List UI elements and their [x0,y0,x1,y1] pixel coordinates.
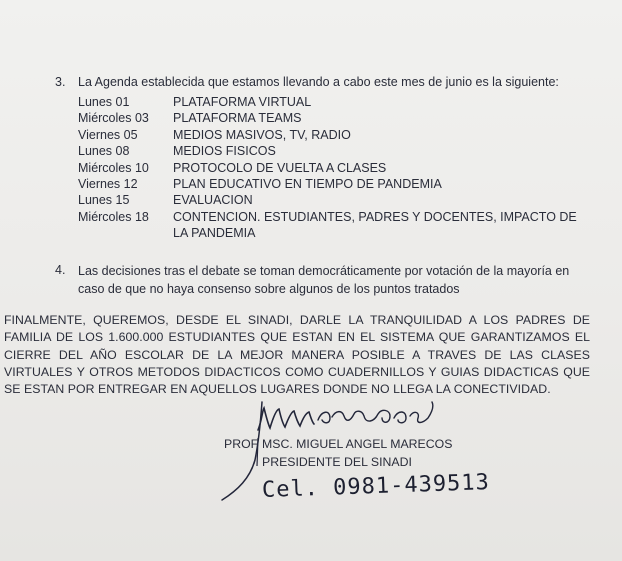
agenda-row [78,176,578,192]
agenda-topic: EVALUACION [173,193,253,208]
agenda-day: Viernes 12 [78,177,138,192]
signature-name-strokes [318,402,433,423]
agenda-topic: MEDIOS FISICOS [173,144,276,159]
signatory-name: MSC. MIGUEL ANGEL MARECOS [262,437,453,451]
signature-loops [258,408,314,430]
agenda-topic: CONTENCION. ESTUDIANTES, PADRES Y DOCENTES, IMPACTO DE LA PANDEMIA [173,209,577,241]
item-3-number: 3. [55,75,66,89]
agenda-topic: PROTOCOLO DE VUELTA A CLASES [173,160,387,175]
agenda-topic: MEDIOS MASIVOS, TV, RADIO [173,127,351,142]
signature-prefix: PROF [224,437,259,451]
agenda-day: Miércoles 03 [78,111,149,126]
signature-sweep-stroke [222,402,262,500]
agenda-day: Viernes 05 [78,127,138,142]
agenda-row [78,160,578,176]
agenda-row [78,192,578,208]
agenda-day: Miércoles 10 [78,160,149,175]
closing-paragraph: FINALMENTE, QUEREMOS, DESDE EL SINADI, DARLE LA TRANQUILIDAD A LOS PADRES DE FAMILIA DE LOS 1.600.000 ESTUDIANTES QUE ESTAN EN EL SISTEMA QUE GARANTIZAMOS EL CIERRE DEL AÑO ESCOLAR DE LA MEJOR MANERA POSIBLE A TRAVES DE LAS CLASES VIRTUALES Y OTROS METODOS DIDACTICOS COMO CUADERNILLOS Y GUIAS DIDACTICAS QUE SE ESTAN POR ENTREGAR EN AQUELLOS LUGARES DONDE NO LLEGA LA CONECTIVIDAD. [4,313,590,397]
agenda-row [78,127,578,143]
agenda-topic: PLATAFORMA TEAMS [173,111,302,126]
agenda-day: Lunes 08 [78,144,130,159]
agenda-day: Miércoles 18 [78,209,149,224]
handwritten-phone: Cel. 0981-439513 [261,470,491,503]
item-4-text: Las decisiones tras el debate se toman democráticamente por votación de la mayoría en caso de que no haya consenso sobre algunos de los puntos tratados [78,264,570,296]
agenda-day: Lunes 01 [78,95,130,109]
agenda-list [78,94,578,242]
item-3-text: La Agenda establecida que estamos llevando a cabo este mes de junio es la siguiente: [78,75,559,89]
agenda-row [78,110,578,126]
agenda-topic: PLATAFORMA VIRTUAL [173,95,312,109]
agenda-row [78,209,578,242]
signatory-title: PRESIDENTE DEL SINADI [262,455,412,469]
agenda-day: Lunes 15 [78,193,130,208]
item-4-number: 4. [55,263,66,277]
agenda-row [78,94,578,110]
agenda-row [78,143,578,159]
agenda-topic: PLAN EDUCATIVO EN TIEMPO DE PANDEMIA [173,177,442,192]
